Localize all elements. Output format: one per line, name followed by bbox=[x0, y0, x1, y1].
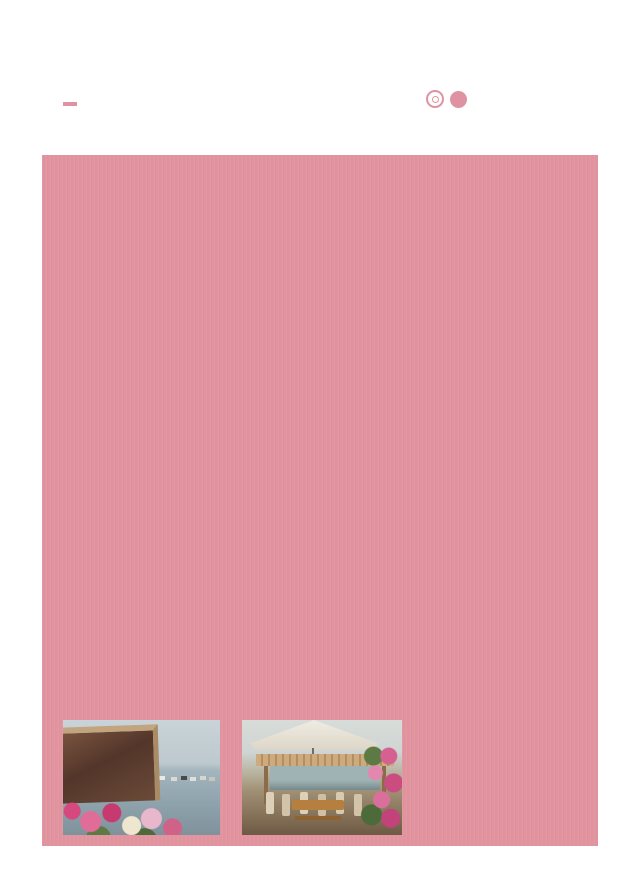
floral-border-right bbox=[598, 84, 640, 846]
header bbox=[0, 84, 640, 155]
logo-itz bbox=[63, 102, 77, 108]
logo bbox=[54, 90, 77, 108]
boats-in-marina bbox=[159, 776, 165, 780]
sign-text bbox=[64, 739, 152, 748]
social-block bbox=[420, 90, 467, 116]
follow-row bbox=[420, 90, 467, 108]
parasol bbox=[250, 720, 378, 750]
pink-flowers bbox=[63, 785, 191, 835]
logo-dash bbox=[63, 102, 77, 106]
terrace-table bbox=[292, 800, 344, 810]
harbor-photo bbox=[63, 720, 220, 835]
menu-panel bbox=[42, 155, 598, 846]
terrace-chairs bbox=[266, 792, 274, 814]
floral-border-top bbox=[0, 0, 640, 84]
floral-border-left bbox=[0, 84, 42, 846]
facebook-icon bbox=[450, 91, 467, 108]
terrace-flowers bbox=[360, 746, 402, 830]
floral-border-bottom bbox=[0, 846, 640, 892]
terrace-photo bbox=[242, 720, 402, 835]
instagram-icon bbox=[426, 90, 444, 108]
